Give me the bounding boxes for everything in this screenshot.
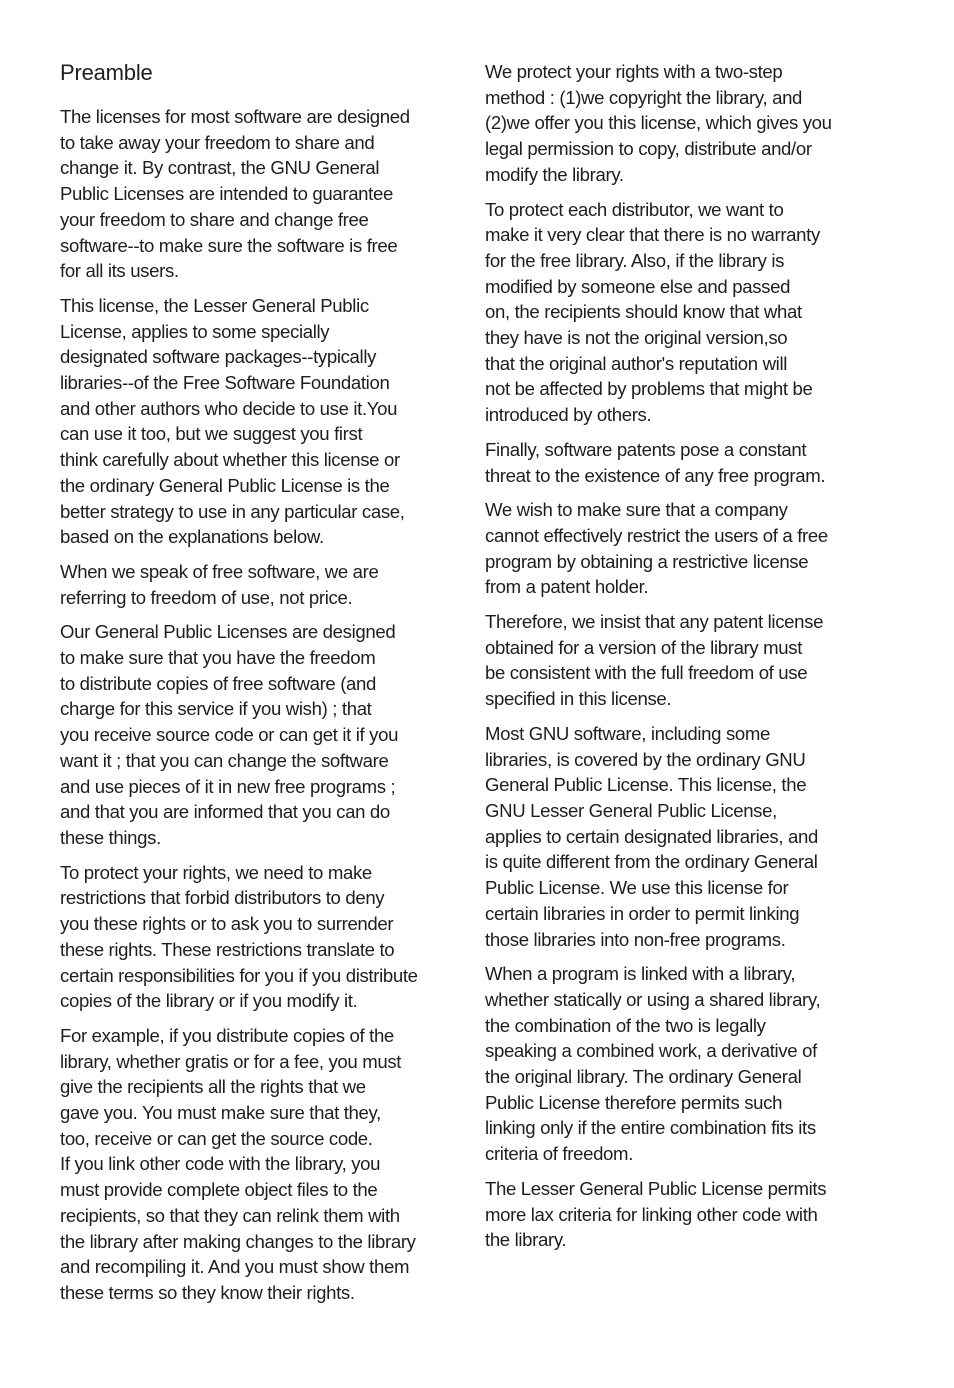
paragraph: Most GNU software, including some libraries, is covered by the ordinary GNU General Public License. This license, the GNU Lesser General Public License, applies to certain designated libraries, and is quite different from the ordinary General Public License. We use this license for certain libraries in order to permit linking those libraries into non-free programs.	[485, 722, 818, 950]
paragraph: For example, if you distribute copies of the library, whether gratis or for a fee, you must give the recipients all the rights that we gave you. You must make sure that they, too, receive or can get the source code. If you link other code with the library, you must provide complete object files to the recipients, so that they can relink them with the library after making changes to the library and recompiling it. And you must show them these terms so they know their rights.	[60, 1024, 416, 1303]
paragraph: We wish to make sure that a company cannot effectively restrict the users of a free program by obtaining a restrictive license from a patent holder.	[485, 499, 828, 598]
paragraph: Our General Public Licenses are designed to make sure that you have the freedom to distribute copies of free software (and charge for this service if you wish) ; that you receive source code or can get it if you want it ; that you can change the software and use pieces of it in new free programs ; and that you are informed that you can do these things.	[60, 621, 399, 848]
paragraph: Finally, software patents pose a constant threat to the existence of any free program.	[485, 438, 826, 486]
paragraph: When we speak of free software, we are referring to freedom of use, not price.	[60, 560, 379, 608]
paragraph: We protect your rights with a two-step method : (1)we copyright the library, and (2)we offer you this license, which gives you legal permission to copy, distribute and/or modify the library.	[485, 61, 832, 185]
paragraph: This license, the Lesser General Public License, applies to some specially designated software packages--typically libraries--of the Free Software Foundation and other authors who decide to use it.You can use it too, but we suggest you first think carefully about whether this license or the ordinary General Public License is the better strategy to use in any particular case, based on the explanations below.	[60, 294, 405, 548]
paragraph: The licenses for most software are designed to take away your freedom to share and change it. By contrast, the GNU General Public Licenses are intended to guarantee your freedom to share and change free software--to make sure the software is free for all its users.	[60, 106, 410, 282]
paragraph: When a program is linked with a library, whether statically or using a shared library, the combination of the two is legally speaking a combined work, a derivative of the original library. The ordinary General Public License therefore permits such linking only if the entire combination fits its criteria of freedom.	[485, 963, 821, 1165]
paragraph: To protect each distributor, we want to make it very clear that there is no warranty for the free library. Also, if the library is modified by someone else and passed on, the recipients should know that what they have is not the original version,so that the original author's reputation will not be affected by problems that might be introduced by others.	[485, 198, 820, 426]
paragraph: The Lesser General Public License permits more lax criteria for linking other code with the library.	[485, 1177, 827, 1251]
right-column	[485, 59, 877, 1262]
paragraph: To protect your rights, we need to make restrictions that forbid distributors to deny you these rights or to ask you to surrender these rights. These restrictions translate to certain responsibilities for you if you distribute copies of the library or if you modify it.	[60, 861, 418, 1012]
left-column	[60, 58, 448, 1315]
paragraph: Therefore, we insist that any patent license obtained for a version of the library must be consistent with the full freedom of use specified in this license.	[485, 611, 824, 710]
section-title: Preamble	[60, 60, 153, 85]
